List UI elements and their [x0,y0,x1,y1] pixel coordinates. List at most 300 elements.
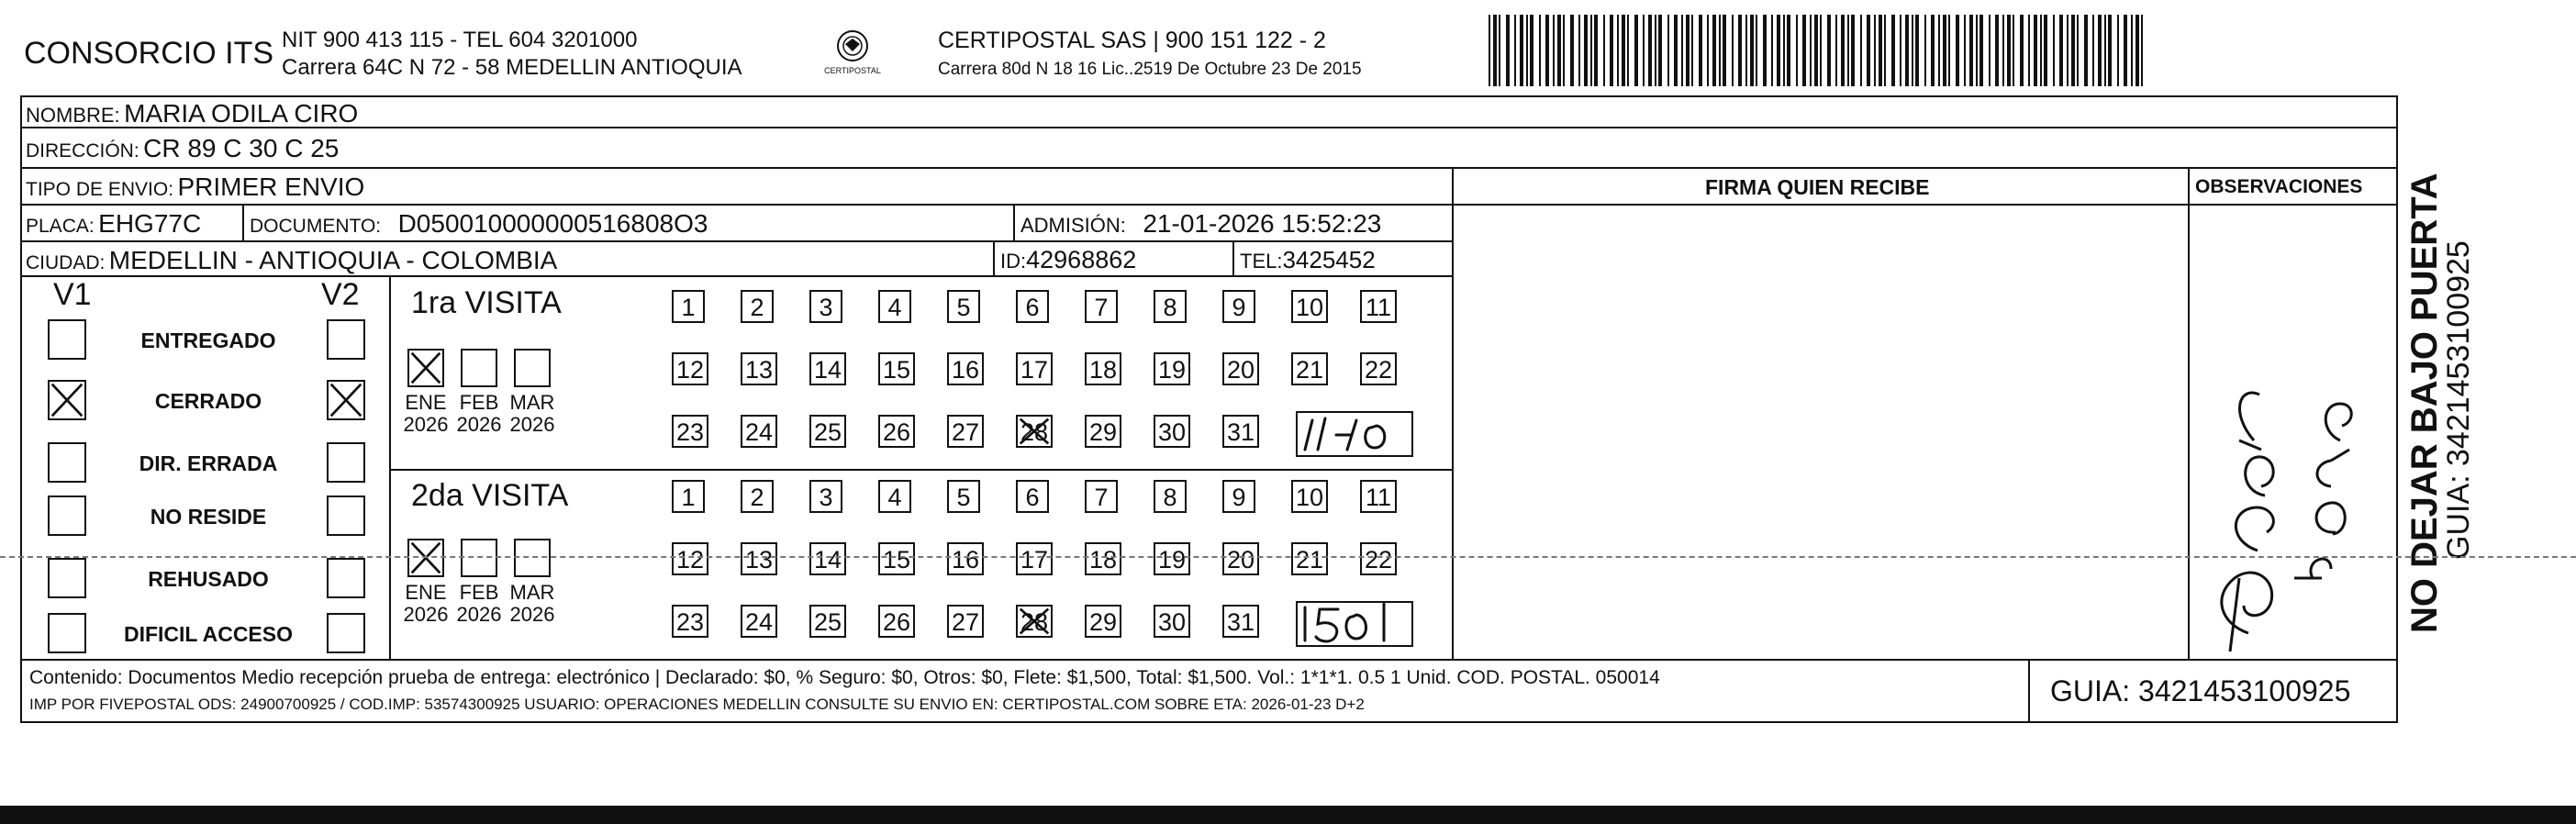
barcode-bar [1712,15,1716,86]
scan-edge [0,806,2576,824]
day-checkbox[interactable] [1016,352,1053,385]
barcode-bar [1732,15,1734,86]
day-checkbox[interactable] [741,290,774,323]
day-checkbox[interactable] [878,480,911,513]
day-checkbox[interactable] [1016,480,1049,513]
day-number: 5 [956,294,971,321]
barcode-bar [1707,15,1709,86]
month-checkbox[interactable] [407,349,444,387]
day-number: 4 [887,484,902,511]
day-checkbox[interactable] [947,415,984,448]
day-checkbox[interactable] [672,605,708,638]
day-checkbox[interactable] [947,352,984,385]
side-guia: GUIA: 3421453100925 [2441,240,2476,560]
day-checkbox[interactable] [741,542,777,575]
barcode-bar [1610,15,1613,86]
x-mark-icon [1018,607,1051,636]
day-number: 20 [1226,356,1255,384]
day-checkbox[interactable] [1085,542,1121,575]
day-checkbox[interactable] [809,290,842,323]
barcode-bar [1931,15,1935,86]
barcode-bar [1594,15,1598,86]
day-checkbox[interactable] [741,480,774,513]
x-mark-icon [329,382,363,418]
nit-line: NIT 900 413 115 - TEL 604 3201000 [282,28,638,52]
barcode-bar [2071,15,2075,86]
day-checkbox[interactable] [741,415,777,448]
firma-header: FIRMA QUIEN RECIBE [1705,175,1930,199]
month-label: FEB [459,581,499,604]
barcode-bar [1847,15,1849,86]
ciudad-label: CIUDAD: [26,252,106,273]
barcode-bar [1557,15,1561,86]
barcode-bar [1787,15,1790,86]
tel-value: 3425452 [1282,246,1376,273]
form-frame [20,95,2398,723]
day-number: 3 [819,484,833,511]
day-checkbox[interactable] [878,290,911,323]
month-checkbox[interactable] [514,539,551,577]
day-number: 14 [813,356,842,384]
status-label: REHUSADO [148,567,269,591]
placa-value: EHG77C [98,209,202,238]
day-number: 1 [681,294,696,321]
day-number: 4 [887,294,902,321]
first-visit-title: 1ra VISITA [411,285,562,320]
day-checkbox[interactable] [1291,290,1328,323]
barcode-bar [1814,15,1818,86]
barcode-bar [1783,15,1785,86]
day-number: 10 [1295,294,1324,321]
day-number: 27 [951,418,980,446]
day-checkbox[interactable] [878,605,915,638]
status-label: NO RESIDE [150,505,267,529]
ciudad-value: MEDELLIN - ANTIOQUIA - COLOMBIA [108,246,558,274]
day-checkbox[interactable] [1222,605,1259,638]
barcode-bar [2013,15,2014,86]
first-visit-hour-handwriting [1296,411,1413,457]
day-checkbox[interactable] [1360,542,1397,575]
barcode-bar [1989,15,1991,86]
barcode-bar [1976,15,1978,86]
status-label: DIR. ERRADA [139,451,278,475]
barcode-bar [2053,15,2055,86]
barcode-bar [1796,15,1798,86]
day-number: 19 [1157,356,1187,384]
status-label: ENTREGADO [140,328,276,352]
day-checkbox[interactable] [1154,415,1190,448]
barcode-bar [1578,15,1580,86]
tipo-envio-label: TIPO DE ENVIO: [26,179,174,200]
day-number: 6 [1025,484,1040,511]
barcode-bar [2131,15,2133,86]
day-checkbox[interactable] [1085,290,1118,323]
status-v1-checkbox[interactable] [48,442,86,483]
year-label: 2026 [403,413,449,436]
barcode-bar [2040,15,2042,86]
year-label: 2026 [456,413,502,436]
barcode-bar [1912,15,1913,86]
day-number: 29 [1088,608,1118,636]
month-checkbox[interactable] [407,539,444,577]
year-label: 2026 [509,603,555,626]
day-checkbox[interactable] [809,352,846,385]
barcode [1489,15,2147,86]
status-v2-checkbox[interactable] [327,442,365,483]
barcode-bar [1667,15,1669,86]
certipostal-logo [813,28,892,81]
company-address: Carrera 64C N 72 - 58 MEDELLIN ANTIOQUIA [282,55,742,80]
status-v1-checkbox[interactable] [48,319,86,360]
barcode-bar [1943,15,1946,86]
barcode-bar [1617,15,1619,86]
day-number: 7 [1094,294,1109,321]
barcode-bar [1553,15,1555,86]
nombre-value: MARIA ODILA CIRO [124,99,359,128]
day-number: 30 [1157,608,1187,636]
day-checkbox[interactable] [809,480,842,513]
day-checkbox[interactable] [1222,352,1259,385]
barcode-bar [1763,15,1767,86]
day-number: 11 [1365,484,1392,511]
barcode-bar [1545,15,1549,86]
barcode-bar [2007,15,2011,86]
day-checkbox[interactable] [741,605,777,638]
barcode-bar [1745,15,1747,86]
barcode-bar [2098,15,2102,86]
barcode-bar [1979,15,1983,86]
day-checkbox[interactable] [809,605,846,638]
handwritten-observation [2193,303,2395,651]
placa-label: PLACA: [26,216,95,237]
barcode-bar [2136,15,2139,86]
day-number: 25 [813,418,842,446]
day-number: 24 [744,608,774,636]
day-checkbox[interactable] [947,605,984,638]
status-v2-checkbox[interactable] [327,496,365,536]
barcode-bar [1603,15,1605,86]
day-checkbox[interactable] [1222,542,1259,575]
day-number: 15 [882,356,911,384]
barcode-bar [1514,15,1516,86]
barcode-bar [2084,15,2088,86]
day-checkbox[interactable] [1016,415,1053,448]
status-v2-checkbox[interactable] [327,319,365,360]
day-checkbox[interactable] [947,542,984,575]
barcode-bar [1956,15,1959,86]
barcode-bar [1691,15,1693,86]
barcode-bar [2028,15,2030,86]
barcode-bar [1530,15,1533,86]
day-checkbox[interactable] [878,352,915,385]
year-label: 2026 [403,603,449,626]
day-checkbox[interactable] [1154,352,1190,385]
day-number: 16 [951,356,980,384]
day-number: 26 [882,418,911,446]
barcode-bar [1771,15,1773,86]
barcode-bar [1563,15,1565,86]
day-checkbox[interactable] [878,542,915,575]
barcode-bar [1655,15,1656,86]
day-number: 28 [1020,418,1049,446]
day-number: 31 [1226,418,1255,446]
day-checkbox[interactable] [1222,480,1255,513]
day-checkbox[interactable] [1360,352,1397,385]
barcode-bar [1756,15,1757,86]
v2-label: V2 [321,277,360,312]
day-number: 29 [1088,418,1118,446]
company-name: CONSORCIO ITS [24,36,274,71]
barcode-bar [2141,15,2143,86]
observaciones-header: OBSERVACIONES [2195,176,2363,197]
barcode-bar [2044,15,2047,86]
barcode-bar [1891,15,1895,86]
barcode-bar [1827,15,1831,86]
day-checkbox[interactable] [1085,352,1121,385]
barcode-bar [1520,15,1523,86]
status-v2-checkbox[interactable] [327,380,365,420]
day-number: 21 [1295,546,1324,573]
day-number: 19 [1157,546,1187,573]
barcode-bar [1879,15,1882,86]
x-mark-icon [409,351,442,385]
barcode-bar [2092,15,2094,86]
barcode-bar [1860,15,1862,86]
year-label: 2026 [456,603,502,626]
month-label: MAR [509,391,555,414]
barcode-bar [1648,15,1652,86]
barcode-bar [1900,15,1901,86]
barcode-bar [2108,15,2112,86]
barcode-bar [1884,15,1886,86]
tipo-envio-value: PRIMER ENVIO [177,173,365,201]
barcode-bar [1938,15,1940,86]
x-mark-icon [409,540,442,575]
barcode-bar [1674,15,1678,86]
day-number: 22 [1364,546,1393,573]
day-number: 6 [1025,294,1040,321]
barcode-bar [1634,15,1638,86]
barcode-bar [1867,15,1870,86]
barcode-bar [2104,15,2106,86]
barcode-bar [1738,15,1742,86]
barcode-bar [1489,15,1490,86]
second-visit-hour-handwriting [1292,596,1421,650]
barcode-bar [1506,15,1510,86]
nombre-label: NOMBRE: [26,104,120,127]
v1-label: V1 [53,277,92,312]
day-number: 10 [1295,484,1324,511]
day-checkbox[interactable] [1291,480,1328,513]
barcode-bar [1810,15,1812,86]
day-number: 22 [1364,356,1393,384]
day-number: 7 [1094,484,1109,511]
barcode-bar [1590,15,1592,86]
day-number: 8 [1163,294,1177,321]
day-number: 15 [882,546,911,573]
month-label: MAR [509,581,555,604]
barcode-bar [1948,15,1950,86]
day-checkbox[interactable] [1222,415,1259,448]
month-checkbox[interactable] [461,539,497,577]
day-checkbox[interactable] [672,290,705,323]
barcode-bar [2059,15,2063,86]
barcode-bar [1493,15,1497,86]
day-number: 8 [1163,484,1177,511]
documento-value: D050010000000516808O3 [397,209,708,238]
barcode-bar [1851,15,1855,86]
day-checkbox[interactable] [672,542,708,575]
barcode-bar [1841,15,1845,86]
documento-label: DOCUMENTO: [250,216,382,237]
imp-text: IMP POR FIVEPOSTAL ODS: 24900700925 / COD.IMP: 53574300925 USUARIO: OPERACIONES MEDELLIN CONSULTE SU ENVIO EN: CERTIPOSTAL.COM SOBRE ETA: 2026-01-23 D+2 [29,696,1365,713]
barcode-bar [1835,15,1837,86]
day-checkbox[interactable] [1360,480,1397,513]
barcode-bar [1526,15,1528,86]
day-number: 9 [1232,294,1246,321]
second-visit-title: 2da VISITA [411,478,569,513]
day-number: 12 [675,546,705,573]
day-checkbox[interactable] [1222,290,1255,323]
barcode-bar [1627,15,1629,86]
status-v2-checkbox[interactable] [327,613,365,653]
day-checkbox[interactable] [672,480,705,513]
status-v1-checkbox[interactable] [48,613,86,653]
status-v1-checkbox[interactable] [48,496,86,536]
day-number: 13 [744,546,774,573]
day-checkbox[interactable] [1085,605,1121,638]
day-number: 14 [813,546,842,573]
day-number: 13 [744,356,774,384]
day-checkbox[interactable] [741,352,777,385]
day-number: 26 [882,608,911,636]
day-number: 28 [1020,608,1049,636]
barcode-bar [1874,15,1876,86]
id-value: 42968862 [1026,246,1137,273]
barcode-bar [1539,15,1541,86]
day-number: 18 [1088,356,1118,384]
id-label: ID: [1000,250,1027,273]
day-number: 31 [1226,608,1255,636]
day-number: 20 [1226,546,1255,573]
month-label: FEB [459,391,499,414]
fold-line [0,556,2576,558]
barcode-bar [1969,15,1973,86]
barcode-bar [2002,15,2004,86]
day-checkbox[interactable] [1154,480,1187,513]
day-checkbox[interactable] [878,415,915,448]
barcode-bar [1964,15,1966,86]
contenido-text: Contenido: Documentos Medio recepción prueba de entrega: electrónico | Declarado: $0, % Seguro: $0, Otros: $0, Flete: $1,500, Total: $1,500. Vol.: 1*1*1. 0.5 1 Unid. COD. POSTAL. 050014 [29,667,1660,688]
barcode-bar [1924,15,1926,86]
day-number: 2 [750,294,764,321]
barcode-bar [1686,15,1689,86]
day-checkbox[interactable] [1085,415,1121,448]
barcode-bar [1723,15,1726,86]
day-number: 23 [675,418,705,446]
barcode-bar [1905,15,1909,86]
tel-label: TEL: [1240,250,1283,273]
day-checkbox[interactable] [947,480,980,513]
barcode-bar [1995,15,1999,86]
barcode-bar [1681,15,1683,86]
year-label: 2026 [509,413,555,436]
day-number: 18 [1088,546,1118,573]
admision-value: 21-01-2026 15:52:23 [1143,209,1382,238]
day-checkbox[interactable] [1360,290,1397,323]
day-number: 9 [1232,484,1246,511]
day-checkbox[interactable] [1154,542,1190,575]
barcode-bar [1499,15,1500,86]
barcode-bar [1777,15,1780,86]
day-number: 12 [675,356,705,384]
day-number: 11 [1365,294,1392,321]
day-checkbox[interactable] [809,542,846,575]
barcode-bar [1643,15,1645,86]
month-label: ENE [405,391,447,414]
day-checkbox[interactable] [947,290,980,323]
day-number: 1 [681,484,696,511]
barcode-bar [2124,15,2127,86]
status-v2-checkbox[interactable] [327,558,365,598]
barcode-bar [1584,15,1588,86]
month-label: ENE [405,581,447,604]
barcode-bar [2067,15,2069,86]
day-checkbox[interactable] [1291,542,1328,575]
day-checkbox[interactable] [1016,542,1053,575]
certipostal-address: Carrera 80d N 18 16 Lic..2519 De Octubre 23 De 2015 [938,60,1362,79]
barcode-bar [1658,15,1662,86]
day-checkbox[interactable] [1016,605,1053,638]
svg-text:CERTIPOSTAL: CERTIPOSTAL [824,66,881,75]
status-label: DIFICIL ACCESO [123,622,293,646]
day-number: 21 [1295,356,1324,384]
day-number: 17 [1020,546,1049,573]
barcode-bar [1699,15,1702,86]
day-number: 16 [951,546,980,573]
day-checkbox[interactable] [1154,605,1190,638]
admision-label: ADMISIÓN: [1020,214,1126,237]
barcode-bar [2117,15,2119,86]
certipostal-name: CERTIPOSTAL SAS | 900 151 122 - 2 [938,28,1326,53]
day-checkbox[interactable] [809,415,846,448]
day-number: 2 [750,484,764,511]
direccion-value: CR 89 C 30 C 25 [143,134,340,162]
status-v1-checkbox[interactable] [48,558,86,598]
x-mark-icon [50,382,84,418]
day-checkbox[interactable] [672,415,708,448]
barcode-bar [2020,15,2024,86]
barcode-bar [2034,15,2037,86]
day-checkbox[interactable] [1154,290,1187,323]
barcode-bar [1570,15,1574,86]
day-checkbox[interactable] [1291,352,1328,385]
day-checkbox[interactable] [1085,480,1118,513]
status-v1-checkbox[interactable] [48,380,86,420]
barcode-bar [1802,15,1806,86]
status-label: CERRADO [154,389,262,413]
day-checkbox[interactable] [672,352,708,385]
footer-guia: GUIA: 3421453100925 [2050,674,2351,707]
month-checkbox[interactable] [514,349,551,387]
day-number: 25 [813,608,842,636]
day-checkbox[interactable] [1016,290,1049,323]
barcode-bar [1622,15,1625,86]
barcode-bar [1750,15,1754,86]
barcode-bar [1719,15,1721,86]
barcode-bar [1820,15,1822,86]
month-checkbox[interactable] [461,349,497,387]
